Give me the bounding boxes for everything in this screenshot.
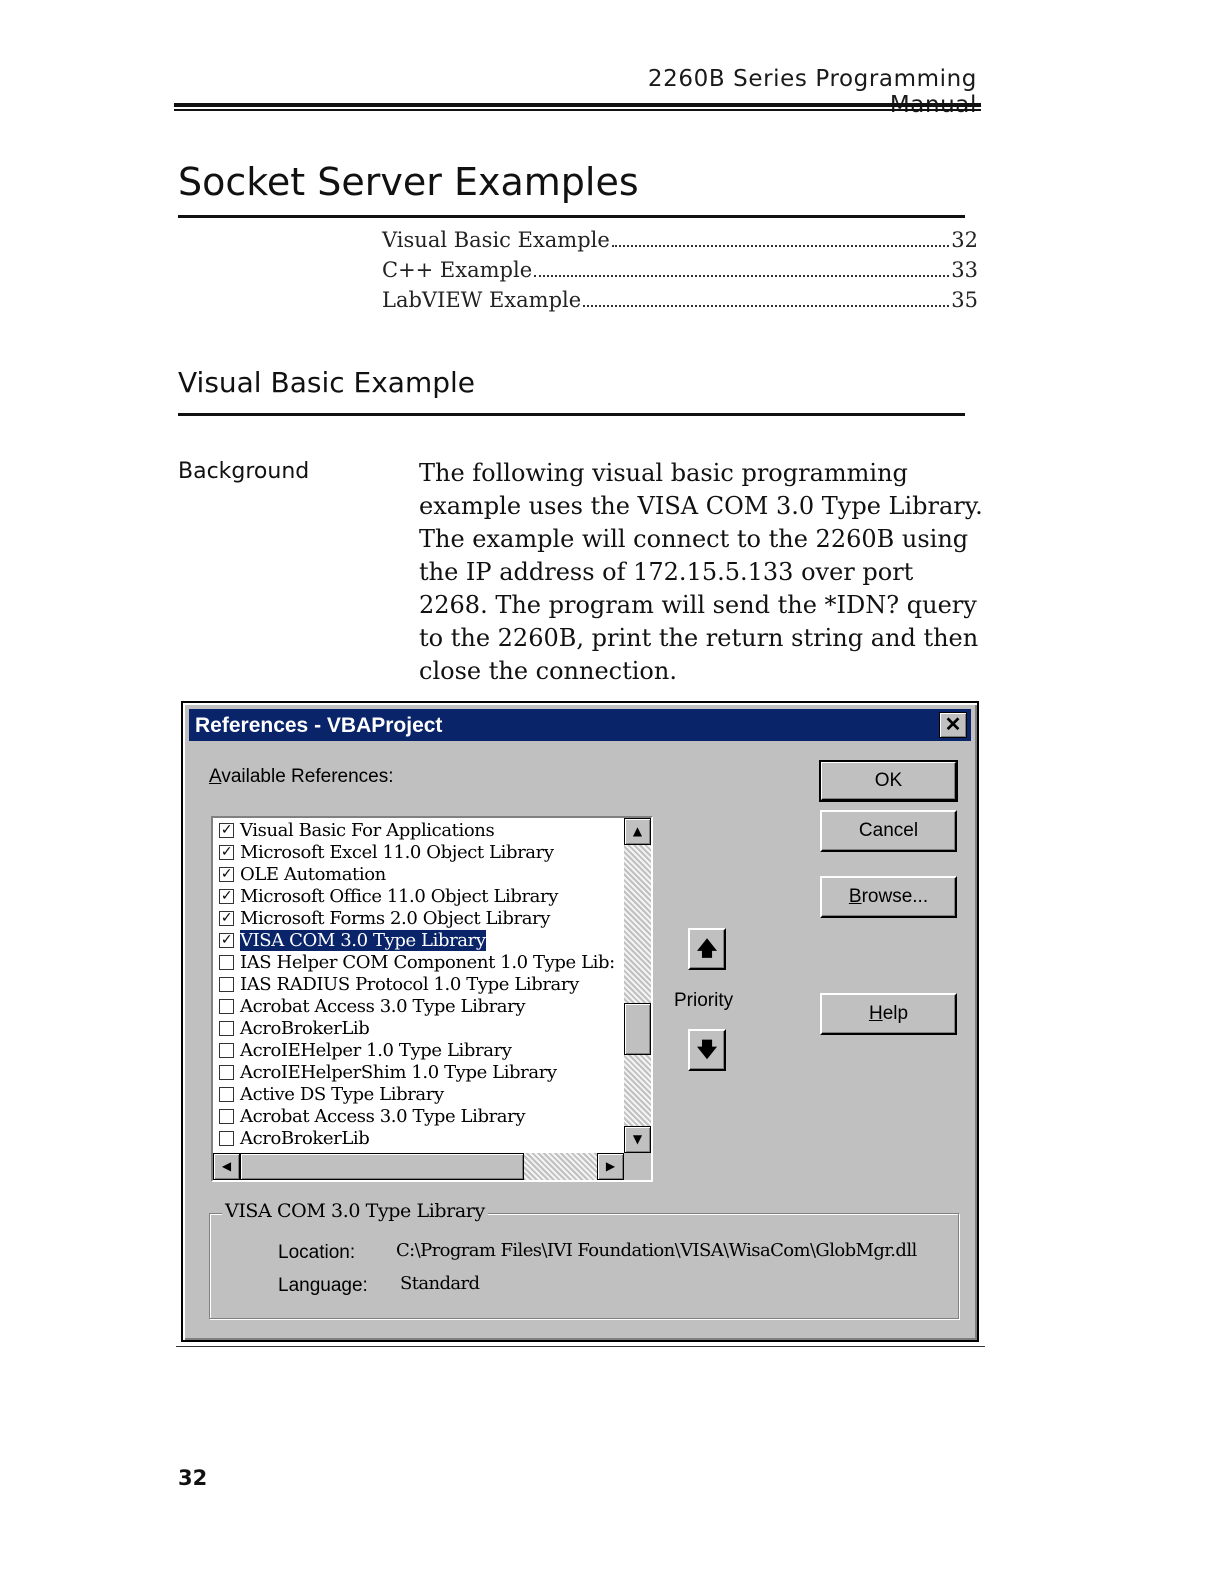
- checkbox-checked-icon[interactable]: ✓: [220, 931, 233, 948]
- toc-entry[interactable]: [382, 288, 978, 318]
- toc-leader-dots: [534, 275, 949, 277]
- checkbox-empty-icon[interactable]: [219, 1043, 234, 1058]
- reference-list-item[interactable]: [215, 1106, 625, 1128]
- checkbox-checked-icon[interactable]: ✓: [220, 909, 233, 926]
- language-value: Standard: [400, 1273, 480, 1294]
- location-value: C:\Program Files\IVI Foundation\VISA\WisaCom\GlobMgr.dll: [396, 1240, 917, 1261]
- ok-button[interactable]: OK: [820, 761, 957, 801]
- reference-list-item[interactable]: [215, 974, 625, 996]
- horizontal-scroll-thumb[interactable]: [240, 1153, 524, 1180]
- toc-entry-page: 32: [951, 228, 978, 252]
- section-rule: [178, 413, 965, 416]
- checkbox-empty-icon[interactable]: [219, 1065, 234, 1080]
- checkbox-checked-icon[interactable]: ✓: [220, 865, 233, 882]
- checkbox-empty-icon[interactable]: [219, 1109, 234, 1124]
- reference-label: OLE Automation: [240, 864, 386, 885]
- checkbox-checked-icon[interactable]: ✓: [220, 821, 233, 838]
- background-label: Background: [178, 459, 310, 484]
- toc-leader-dots: [612, 245, 949, 247]
- reference-list-item[interactable]: [215, 864, 625, 886]
- header-rule: [174, 103, 981, 107]
- reference-label: Microsoft Excel 11.0 Object Library: [240, 842, 554, 863]
- toc-leader-dots: [583, 305, 949, 307]
- scrollbar-corner: [624, 1153, 651, 1180]
- vertical-scroll-thumb[interactable]: [624, 1003, 651, 1055]
- reference-label: IAS Helper COM Component 1.0 Type Lib:: [240, 952, 615, 973]
- references-listbox[interactable]: [211, 816, 653, 1182]
- reference-label: IAS RADIUS Protocol 1.0 Type Library: [240, 974, 579, 995]
- chapter-rule: [178, 215, 965, 218]
- dialog-titlebar[interactable]: [189, 709, 971, 741]
- reference-list-item[interactable]: [215, 908, 625, 930]
- reference-list-item[interactable]: [215, 952, 625, 974]
- reference-label: AcroIEHelperShim 1.0 Type Library: [240, 1062, 557, 1083]
- scroll-down-arrow-icon[interactable]: ▼: [624, 1126, 651, 1153]
- figure-rule: [176, 1346, 985, 1347]
- location-label: Location:: [278, 1242, 356, 1263]
- priority-up-arrow-icon[interactable]: 🡅: [688, 928, 726, 970]
- reference-list-item[interactable]: [215, 930, 625, 952]
- running-header: 2260B Series Programming: [647, 66, 977, 92]
- scroll-up-arrow-icon[interactable]: ▲: [624, 818, 651, 845]
- cancel-button[interactable]: Cancel: [820, 810, 957, 852]
- reference-label: AcroBrokerLib: [240, 1018, 370, 1039]
- reference-list-item[interactable]: [215, 842, 625, 864]
- reference-list-item[interactable]: [215, 1084, 625, 1106]
- reference-label: Visual Basic For Applications: [240, 820, 495, 841]
- reference-label: Microsoft Office 11.0 Object Library: [240, 886, 558, 907]
- checkbox-checked-icon[interactable]: ✓: [220, 887, 233, 904]
- available-references-label: Available References:: [209, 766, 394, 787]
- reference-label: VISA COM 3.0 Type Library: [240, 930, 486, 951]
- reference-label: Acrobat Access 3.0 Type Library: [240, 996, 526, 1017]
- reference-label: AcroIEHelper 1.0 Type Library: [240, 1040, 512, 1061]
- page-number: 32: [178, 1466, 208, 1490]
- references-list: [215, 820, 625, 1150]
- reference-list-item[interactable]: [215, 1062, 625, 1084]
- reference-list-item[interactable]: [215, 1018, 625, 1040]
- checkbox-empty-icon[interactable]: [219, 1021, 234, 1036]
- selected-reference-title: VISA COM 3.0 Type Library: [222, 1200, 488, 1222]
- selected-reference-info: [209, 1200, 959, 1319]
- header-rule-thin: [174, 109, 981, 111]
- reference-label: AcroBrokerLib: [240, 1128, 370, 1149]
- table-of-contents: [382, 228, 978, 318]
- help-button[interactable]: Help: [820, 993, 957, 1035]
- close-icon[interactable]: ✕: [939, 712, 967, 738]
- checkbox-empty-icon[interactable]: [219, 999, 234, 1014]
- references-dialog: [181, 701, 979, 1342]
- reference-label: Microsoft Forms 2.0 Object Library: [240, 908, 551, 929]
- checkbox-checked-icon[interactable]: ✓: [220, 843, 233, 860]
- checkbox-empty-icon[interactable]: [219, 977, 234, 992]
- reference-list-item[interactable]: [215, 996, 625, 1018]
- reference-list-item[interactable]: [215, 1040, 625, 1062]
- toc-entry-page: 35: [951, 288, 978, 312]
- checkbox-empty-icon[interactable]: [219, 955, 234, 970]
- reference-list-item[interactable]: [215, 1128, 625, 1150]
- checkbox-empty-icon[interactable]: [219, 1087, 234, 1102]
- reference-list-item[interactable]: [215, 820, 625, 842]
- browse-button[interactable]: Browse...: [820, 876, 957, 918]
- section-title: Visual Basic Example: [178, 366, 475, 399]
- toc-entry[interactable]: [382, 228, 978, 258]
- toc-entry[interactable]: [382, 258, 978, 288]
- reference-list-item[interactable]: [215, 886, 625, 908]
- reference-label: Acrobat Access 3.0 Type Library: [240, 1106, 526, 1127]
- priority-label: Priority: [674, 990, 734, 1011]
- dialog-title: References - VBAProject: [195, 714, 443, 737]
- toc-entry-label: LabVIEW Example: [382, 288, 582, 312]
- scroll-left-arrow-icon[interactable]: ◀: [213, 1153, 240, 1180]
- horizontal-scrollbar[interactable]: [213, 1153, 624, 1180]
- chapter-title: Socket Server Examples: [178, 160, 639, 204]
- language-label: Language:: [278, 1275, 368, 1296]
- priority-down-arrow-icon[interactable]: 🡇: [688, 1029, 726, 1071]
- toc-entry-label: Visual Basic Example: [382, 228, 610, 252]
- scroll-right-arrow-icon[interactable]: ▶: [597, 1153, 624, 1180]
- vertical-scrollbar[interactable]: [624, 818, 651, 1153]
- toc-entry-label: C++ Example: [382, 258, 533, 282]
- reference-label: Active DS Type Library: [240, 1084, 444, 1105]
- background-paragraph: The following visual basic programming example uses the VISA COM 3.0 Type Library. The example will connect to the 2260B using the IP address of 172.15.5.133 over port 2268. The program will send the *IDN? query to the 2260B, print the return string and then close the connection.: [419, 459, 983, 685]
- checkbox-empty-icon[interactable]: [219, 1131, 234, 1146]
- toc-entry-page: 33: [951, 258, 978, 282]
